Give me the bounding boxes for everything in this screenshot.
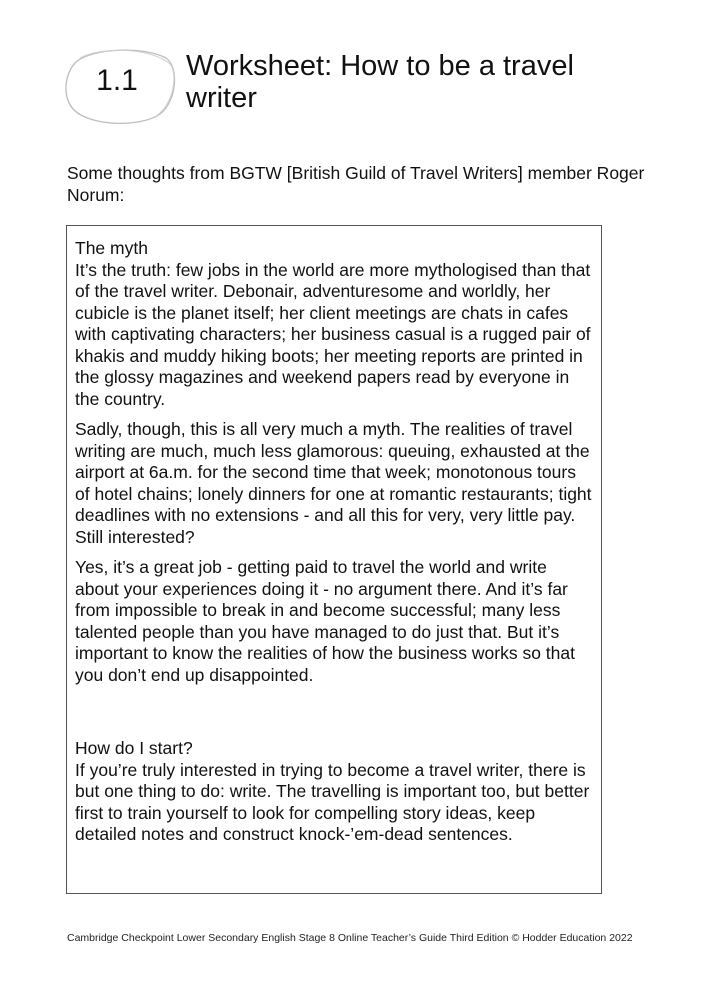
page-title: Worksheet: How to be a travel writer [186,50,574,114]
paragraph-start: If you’re truly interested in trying to become a travel writer, there is but one thing to do: write. The travelling is important too, but better first to train yourself to look for compelling story ideas, keep detailed notes and construct knock-’em-dead sentences. [75,759,590,844]
heading-the-myth: The myth [75,238,148,258]
intro-text: Some thoughts from BGTW [British Guild of Travel Writers] member Roger Norum: [67,163,645,205]
section-badge [62,44,180,126]
paragraph-great-job: Yes, it’s a great job - getting paid to travel the world and write about your experiences doing it - no argument there. And it’s far from impossible to break in and become successful; many less talented people than you have managed to do just that. But it’s important to know the realities of how the business works so that you don’t end up disappointed. [75,557,575,685]
text-box [66,225,602,894]
paragraph-realities: Sadly, though, this is all very much a myth. The realities of travel writing are much, much less glamorous: queuing, exhausted at the airport at 6a.m. for the second time that week; monotonous tours of hotel chains; lonely dinners for one at romantic restaurants; tight deadlines with no extensions - and all this for very, very little pay. Still interested? [75,419,592,547]
heading-how-do-i-start: How do I start? [75,738,193,758]
footer-copyright: Cambridge Checkpoint Lower Secondary English Stage 8 Online Teacher’s Guide Third Edition © Hodder Education 2022 [67,932,633,944]
section-number: 1.1 [96,64,138,97]
paragraph-myth: It’s the truth: few jobs in the world are more mythologised than that of the travel writer. Debonair, adventuresome and worldly, her cubicle is the planet itself; her client meetings are chats in cafes with captivating characters; her business casual is a rugged pair of khakis and muddy hiking boots; her meeting reports are printed in the glossy magazines and weekend papers read by everyone in the country. [75,259,591,409]
